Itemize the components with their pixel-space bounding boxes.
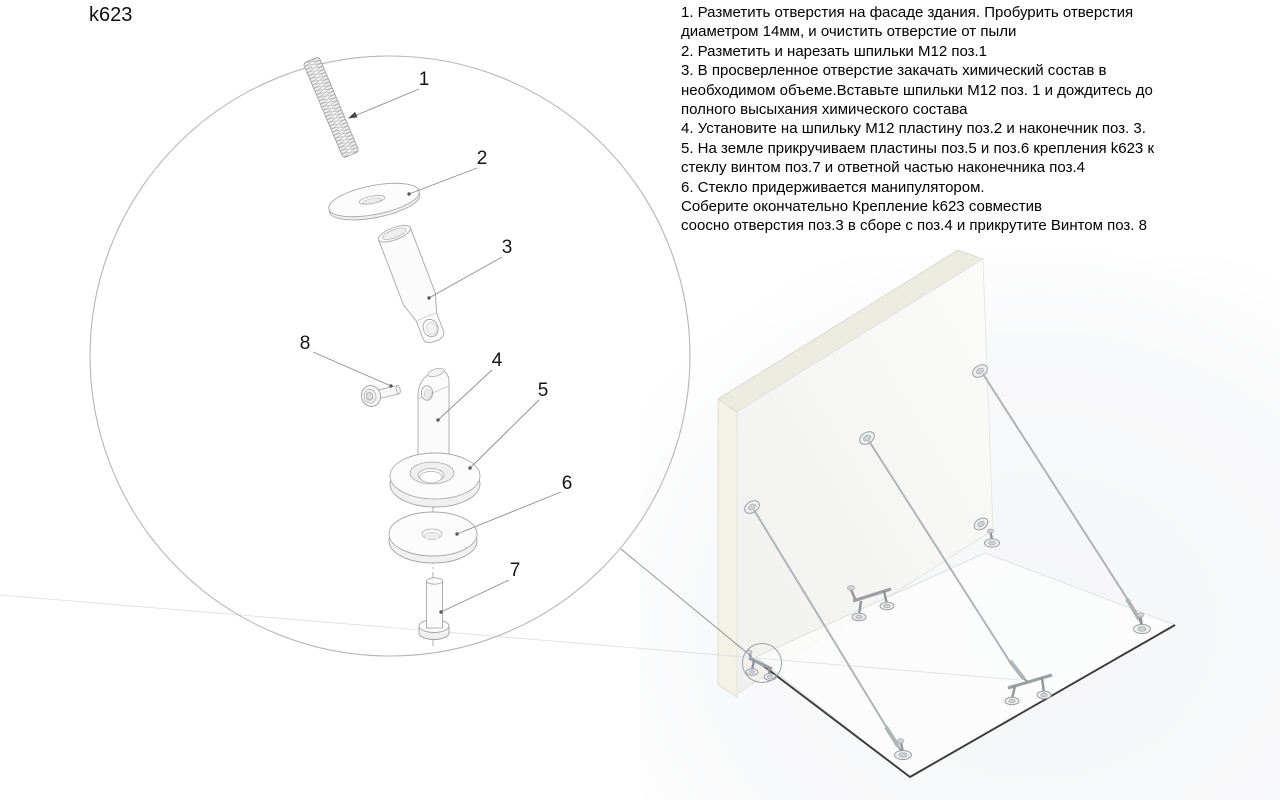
- instruction-line: полного высыхания химического состава: [681, 101, 968, 119]
- instruction-line: 2. Разметить и нарезать шпильки М12 поз.1: [681, 42, 988, 60]
- callout-6-label: 6: [561, 473, 573, 494]
- callout-8-label: 8: [299, 333, 311, 354]
- callout-3-label: 3: [501, 237, 513, 258]
- part-6-plate-disc: [389, 512, 477, 563]
- instruction-line: Соберите окончательно Крепление k623 совместив: [681, 198, 1042, 216]
- part-1-threaded-stud: [303, 57, 359, 159]
- assembly-instructions: [681, 3, 1154, 236]
- callout-4-label: 4: [491, 350, 503, 371]
- instruction-line: диаметром 14мм, и очистить отверстие от пыли: [681, 23, 1017, 41]
- instruction-line: 1. Разметить отверстия на фасаде здания. Пробурить отверстия: [681, 4, 1134, 21]
- part-8-socket-screw: [359, 379, 402, 408]
- part-7-screw-pin: [419, 578, 449, 640]
- isometric-scene: [0, 250, 1280, 800]
- callout-1-arrowhead: [348, 112, 358, 119]
- drawing-title: k623: [89, 4, 133, 26]
- callout-2-label: 2: [476, 148, 488, 169]
- instruction-line: соосно отверстия поз.3 в сборе с поз.4 и прикрутите Винтом поз. 8: [681, 217, 1147, 235]
- callout-1-label: 1: [418, 69, 430, 90]
- instruction-line: 5. На земле прикручиваем пластины поз.5 и поз.6 крепления k623 к: [681, 139, 1155, 157]
- part-3-end-fitting: [376, 222, 451, 347]
- part-5-washer-plate: [390, 453, 480, 507]
- instruction-line: 6. Стекло придерживается манипулятором.: [681, 178, 985, 196]
- instruction-line: необходимом объеме.Вставьте шпильки М12 поз. 1 и дождитесь до: [681, 81, 1153, 99]
- callout-5: [468, 380, 548, 470]
- callout-7-label: 7: [509, 560, 521, 581]
- exploded-view: [90, 56, 690, 656]
- detail-boundary-circle: [90, 56, 690, 656]
- callout-8: [300, 333, 393, 388]
- callout-3: [427, 237, 512, 300]
- instruction-line: 4. Установите на шпильку М12 пластину поз.2 и наконечник поз. 3.: [681, 120, 1146, 138]
- callout-5-label: 5: [537, 380, 549, 401]
- callout-1: [348, 69, 429, 119]
- callout-7: [439, 560, 520, 614]
- part-2-plate: [326, 177, 422, 226]
- instruction-line: 3. В просверленное отверстие закачать химический состав в: [681, 62, 1107, 80]
- wall-side-face: [718, 399, 737, 697]
- instruction-line: стеклу винтом поз.7 и ответной частью наконечника поз.4: [681, 159, 1085, 177]
- callout-2: [407, 148, 487, 196]
